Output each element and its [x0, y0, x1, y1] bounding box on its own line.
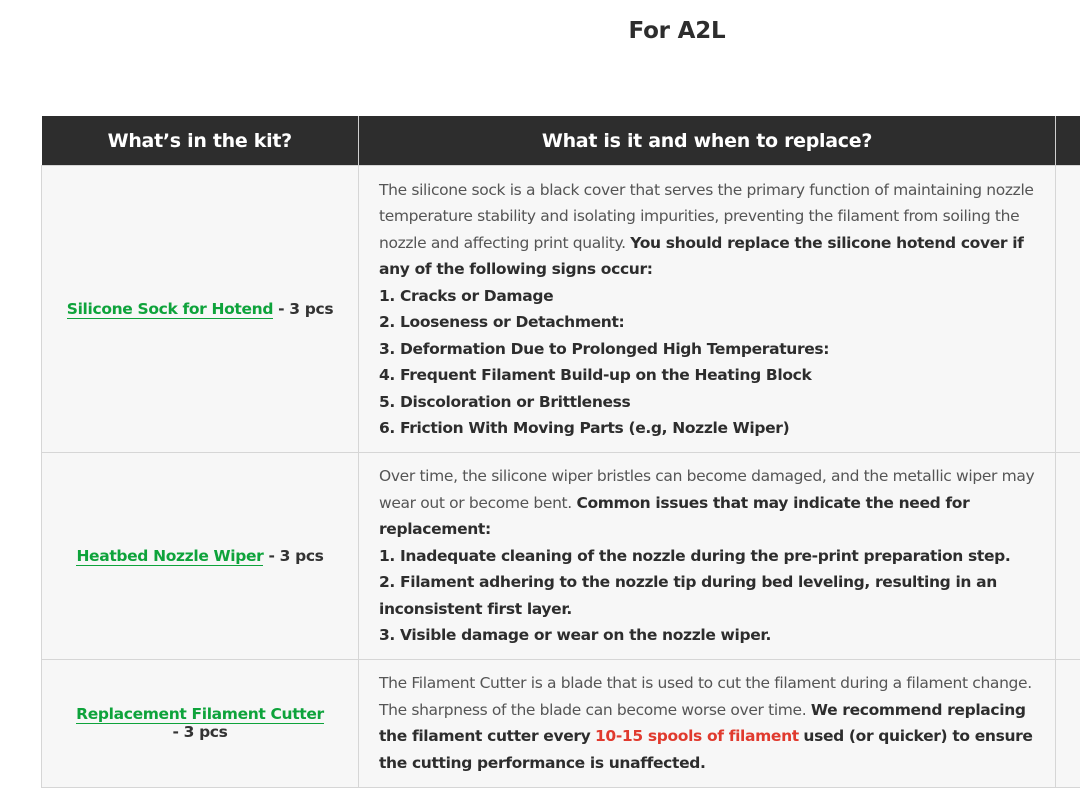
kit-table [41, 116, 1080, 788]
table-header-row [42, 116, 1080, 166]
heatbed-nozzle-wiper-link[interactable]: Heatbed Nozzle Wiper [76, 547, 263, 566]
description-emphasis: We recommend replacing the filament cutter every [379, 701, 1026, 746]
table-row [42, 166, 1080, 453]
sign-item: 1. Cracks or Damage [379, 283, 1035, 310]
description-cell [359, 659, 1056, 787]
description-emphasis: You should replace the silicone hotend cover if any of the following signs occur: [379, 234, 1024, 279]
description-emphasis-end: used (or quicker) to ensure the cutting performance is unaffected. [379, 727, 1033, 772]
description-cell [359, 166, 1056, 453]
description-intro: The Filament Cutter is a blade that is used to cut the filament during a filament change. The sharpness of the blade can become worse over time. [379, 674, 1032, 719]
extra-cell [1056, 659, 1080, 787]
sign-item: 6. Friction With Moving Parts (e.g, Nozzle Wiper) [379, 415, 1035, 442]
description-intro: The silicone sock is a black cover that serves the primary function of maintaining nozzle temperature stability and isolating impurities, preventing the filament from soiling the nozzle and affecting print quality. [379, 181, 1034, 252]
issue-item: 1. Inadequate cleaning of the nozzle during the pre-print preparation step. [379, 543, 1035, 570]
kit-item-cell [42, 659, 359, 787]
item-quantity: - 3 pcs [263, 547, 323, 565]
sign-item: 3. Deformation Due to Prolonged High Temperatures: [379, 336, 1035, 363]
kit-item-cell [42, 453, 359, 660]
header-what-when-replace: What is it and when to replace? [359, 116, 1056, 166]
description-intro: Over time, the silicone wiper bristles can become damaged, and the metallic wiper may wear out or become bent. [379, 467, 1034, 512]
silicone-sock-link[interactable]: Silicone Sock for Hotend [67, 300, 273, 319]
issue-item: 2. Filament adhering to the nozzle tip during bed leveling, resulting in an inconsistent first layer. [379, 569, 1035, 622]
sign-item: 2. Looseness or Detachment: [379, 309, 1035, 336]
issue-item: 3. Visible damage or wear on the nozzle wiper. [379, 622, 1035, 649]
sign-item: 4. Frequent Filament Build-up on the Heating Block [379, 362, 1035, 389]
table-row [42, 659, 1080, 787]
filament-cutter-link[interactable]: Replacement Filament Cutter [76, 705, 324, 724]
sign-item: 5. Discoloration or Brittleness [379, 389, 1035, 416]
extra-cell [1056, 166, 1080, 453]
description-emphasis: Common issues that may indicate the need for replacement: [379, 494, 969, 539]
spool-count-highlight: 10-15 spools of filament [595, 727, 799, 745]
header-whats-in-kit: What’s in the kit? [42, 116, 359, 166]
item-quantity: - 3 pcs [172, 723, 227, 741]
table-row [42, 453, 1080, 660]
kit-item-cell [42, 166, 359, 453]
header-extra-column [1056, 116, 1080, 166]
description-cell [359, 453, 1056, 660]
page-title: For A2L [0, 18, 1080, 44]
extra-cell [1056, 453, 1080, 660]
item-quantity: - 3 pcs [273, 300, 333, 318]
